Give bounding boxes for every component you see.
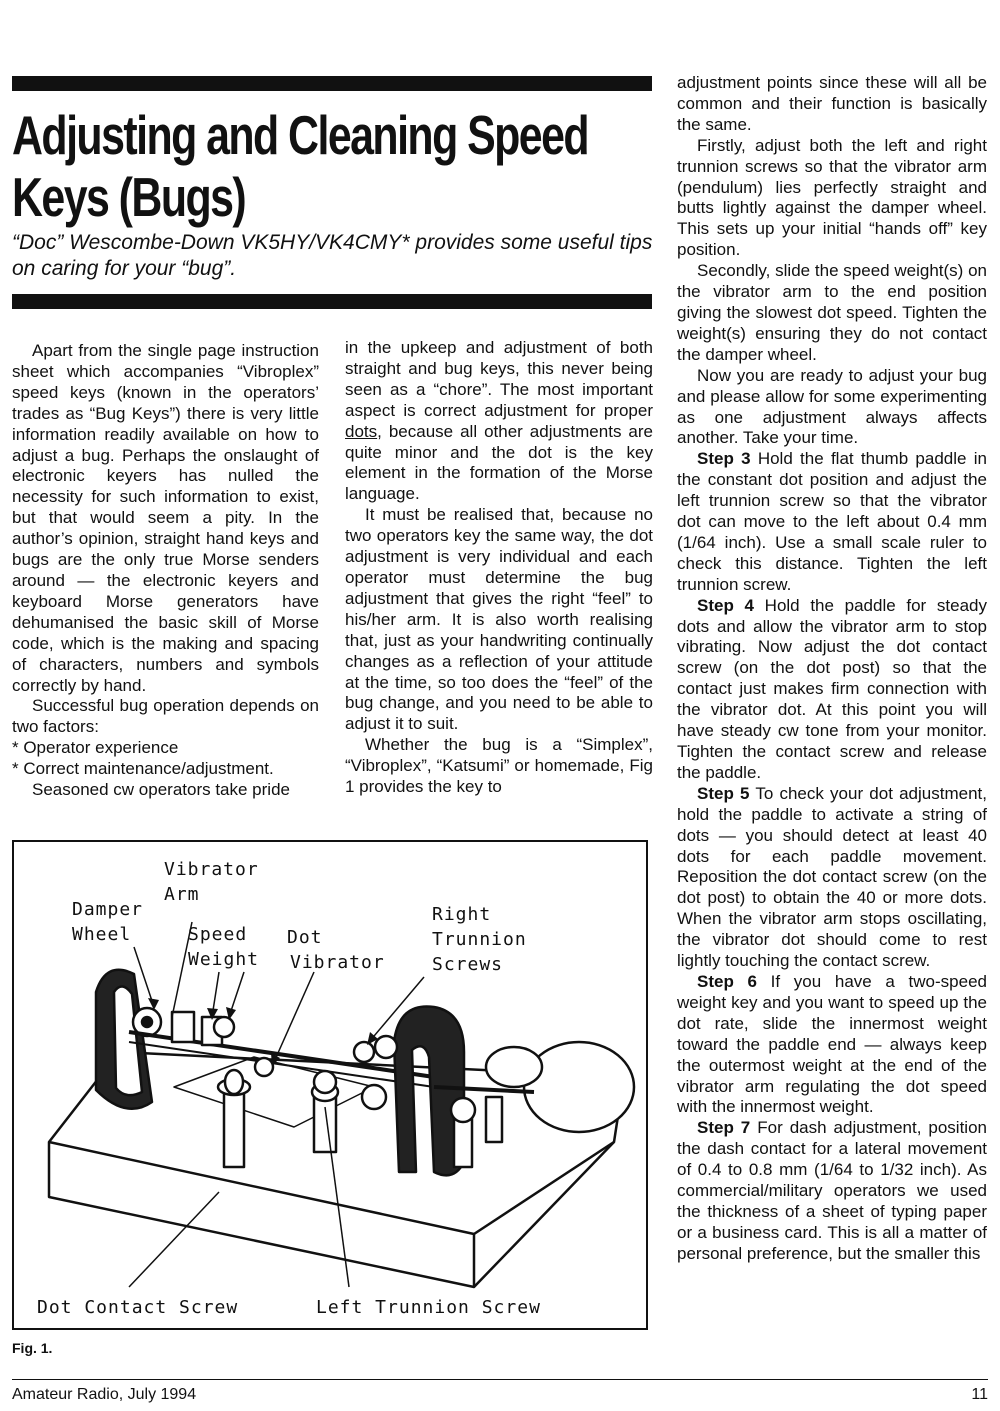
step-label: Step 6 <box>697 971 757 991</box>
paragraph <box>345 338 653 505</box>
label-right-trunnion: Right <box>432 904 492 925</box>
step-text: To check your dot adjustment, hold the paddle to activate a string of dots — you should detect at least 40 dots for each paddle movement. Reposition the dot contact screw (on the dot post) to obtain the 40 or more dots. When the vibrator arm stops oscillating, the vibrator dot should come to rest lightly touching the contact screw. <box>677 783 987 971</box>
step-text: If you have a two-speed weight key and you want to speed up the dot rate, slide the innermost weight toward the paddle end — always keep the outermost weight at the end of the vibrator arm regulating the dot speed with the innermost weight. <box>677 971 987 1117</box>
label-dot-contact-screw: Dot Contact Screw <box>37 1297 239 1318</box>
underlined-word: dots <box>345 421 378 441</box>
step-label: Step 5 <box>697 783 750 803</box>
step-7 <box>677 1118 987 1264</box>
label-speed-weight: Speed <box>188 924 248 945</box>
column-1 <box>12 341 319 801</box>
column-2 <box>345 338 653 798</box>
label-damper-wheel: Damper <box>72 899 144 920</box>
label-vibrator-arm: Arm <box>164 884 200 905</box>
footer-rule <box>12 1379 988 1380</box>
text-run: in the upkeep and adjustment of both straight and bug keys, this never being seen as a “chore”. The most important aspect is correct adjustment for proper <box>345 338 653 420</box>
article-subtitle: “Doc” Wescombe-Down VK5HY/VK4CMY* provides some useful tips on caring for your “bug”. <box>12 231 653 280</box>
label-right-trunnion: Screws <box>432 954 504 975</box>
step-text: Hold the paddle for steady dots and allow the vibrator arm to stop vibrating. Now adjust the dot contact screw (on the dot post) so that the contact just makes firm connection with the vibrator dot. At this point you will have steady cw tone from your monitor. Tighten the contact screw and release the paddle. <box>677 595 987 782</box>
step-label: Step 3 <box>697 449 751 469</box>
step-4 <box>677 596 987 784</box>
label-speed-weight: Weight <box>188 949 260 970</box>
bullet-item: * Operator experience <box>12 738 179 758</box>
figure-1 <box>12 840 648 1330</box>
label-dot-vibrator: Dot <box>287 927 323 948</box>
article-title: Adjusting and Cleaning Speed Keys (Bugs) <box>12 104 589 228</box>
step-label: Step 4 <box>697 595 754 615</box>
label-dot-vibrator: Vibrator <box>290 952 385 973</box>
bullet-item: * Correct maintenance/adjustment. <box>12 759 274 779</box>
text-run: , because all other adjustments are quite minor and the dot is the key element in the formation of the Morse language. <box>345 421 653 504</box>
label-left-trunnion-screw: Left Trunnion Screw <box>316 1297 541 1318</box>
label-damper-wheel: Wheel <box>72 924 132 945</box>
step-6 <box>677 972 987 1118</box>
step-5 <box>677 784 987 972</box>
subtitle-rule <box>12 294 652 309</box>
paragraph: It must be realised that, because no two operators key the same way, the dot adjustment is very individual and each operator must determine the bug adjustment that gives the right “feel” to his/her arm. It is also worth realising that, just as your handwriting continually changes as a reflection of your attitude at the time, so too does the “feel” of the bug change, and you need to be able to adjust it to suit. <box>345 505 653 734</box>
step-text: Hold the flat thumb paddle in the constant dot position and adjust the left trunnion screw so that the vibrator dot can move to the left about 0.4 mm (1/64 inch). Use a small scale ruler to check this distance. Tighten the left trunnion screw. <box>677 449 987 594</box>
paragraph: Firstly, adjust both the left and right trunnion screws so that the vibrator arm (pendulum) lies perfectly straight and butts lightly against the damper wheel. This sets up your initial “hands off” key position. <box>677 135 987 260</box>
footer-publication: Amateur Radio, July 1994 <box>12 1386 197 1403</box>
top-rule <box>12 76 652 91</box>
step-3 <box>677 449 987 595</box>
paragraph: adjustment points since these will all be common and their function is basically the same. <box>677 73 987 134</box>
step-label: Step 7 <box>697 1118 751 1138</box>
paragraph: Secondly, slide the speed weight(s) on the vibrator arm to the end position giving the slowest dot speed. Tighten the weight(s) ensuring they do not contact the damper wheel. <box>677 261 987 364</box>
step-text: For dash adjustment, position the dash contact for a lateral movement of 0.4 to 0.8 mm (1/64 to 1/32 inch). As commercial/military operators we used the thickness of a sheet of typing paper or a business card. This is all a matter of personal preference, but the smaller this <box>677 1118 987 1263</box>
paragraph: Seasoned cw operators take pride <box>32 780 290 800</box>
label-vibrator-arm: Vibrator <box>164 859 259 880</box>
figure-caption: Fig. 1. <box>12 1340 53 1356</box>
paragraph: Successful bug operation depends on two factors: <box>12 696 319 737</box>
paragraph: Whether the bug is a “Simplex”, “Vibroplex”, “Katsumi” or homemade, Fig 1 provides the key to <box>345 735 653 797</box>
page-number: 11 <box>971 1386 988 1403</box>
column-3 <box>677 73 987 1265</box>
paragraph: Now you are ready to adjust your bug and please allow for some experimenting as one adjustment always affects another. Take your time. <box>677 365 987 448</box>
label-right-trunnion: Trunnion <box>432 929 527 950</box>
paragraph: Apart from the single page instruction sheet which accompanies “Vibroplex” speed keys (known in the operators’ trades as “Bug Keys”) there is very little information readily available on how to adjust a bug. Perhaps the onslaught of electronic keyers has nulled the necessity for such information to exist, but that would seem a pity. In the author’s opinion, straight hand keys and bugs are the only true Morse senders around — the electronic keyers and keyboard Morse generators have dehumanised the basic skill of Morse code, which is the making and spacing of characters, numbers and symbols correctly by hand. <box>12 341 319 695</box>
